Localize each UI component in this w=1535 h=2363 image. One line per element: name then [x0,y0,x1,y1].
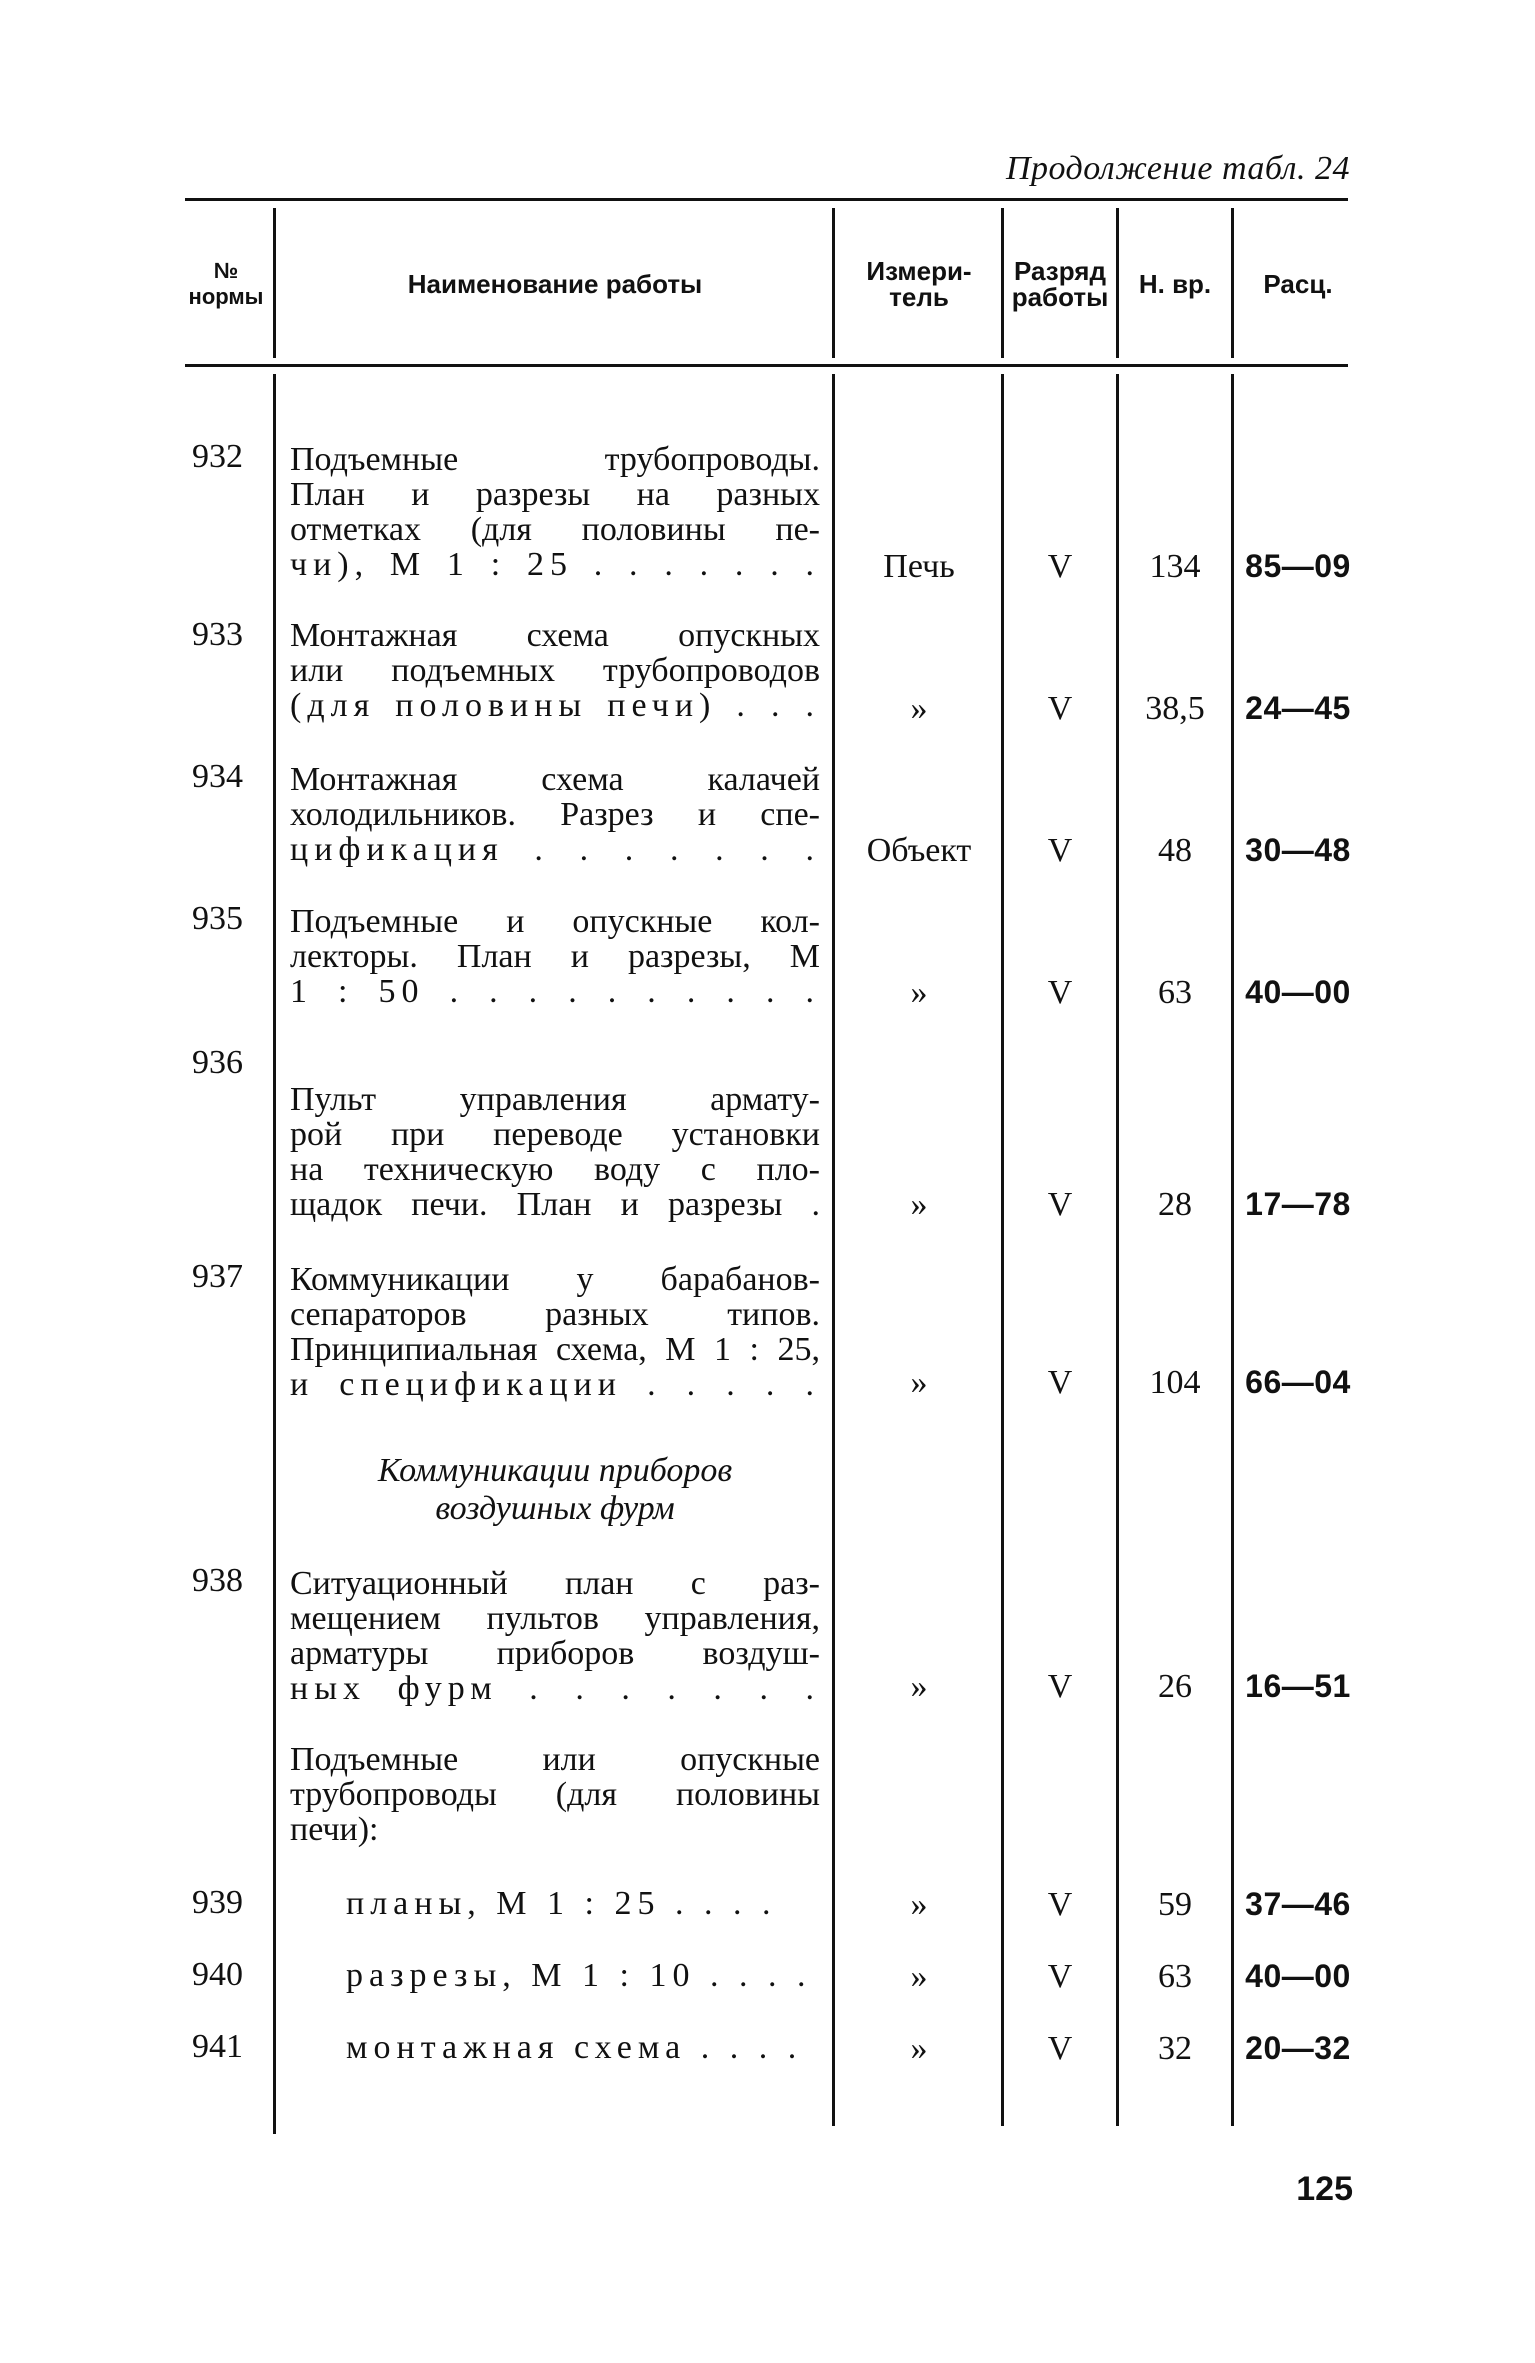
row-unit: Объект [866,832,972,869]
row-rate: 66—04 [1245,1364,1351,1400]
row-number: 932 [192,438,243,475]
section-title [290,1452,820,1528]
row-grade: V [1047,690,1073,727]
description-line: арматуры приборов воздуш- [290,1635,820,1672]
row-description [290,1262,820,1402]
group-description [290,1742,820,1847]
row-time-norm: 28 [1158,1186,1192,1223]
row-unit: » [910,1668,928,1705]
row-description [290,618,820,723]
row-time-norm: 59 [1158,1886,1192,1923]
row-number: 940 [192,1956,243,1993]
row-description [290,442,820,582]
description-line: или подъемных трубопроводов [290,652,820,689]
body-separator-1 [273,374,276,2134]
row-time-norm: 63 [1158,1958,1192,1995]
row-unit: » [910,690,928,727]
row-grade: V [1047,1958,1073,1995]
body-separator-5 [1231,374,1234,2126]
table-continuation-caption: Продолжение табл. 24 [1005,150,1350,187]
description-line: Подъемные трубопроводы. [290,441,820,478]
description-line: на техническую воду с пло- [290,1151,820,1188]
row-time-norm: 134 [1149,548,1201,585]
description-line: Коммуникации у барабанов- [290,1261,820,1298]
description-line: цификация . . . . . . . [290,831,820,868]
body-separator-3 [1001,374,1004,2126]
header-separator-1 [273,208,276,358]
description-line: чи), М 1 : 25 . . . . . . . [290,546,820,583]
row-rate: 40—00 [1245,974,1351,1010]
row-rate: 40—00 [1245,1958,1351,1994]
row-description [290,904,820,1009]
table-top-rule [185,198,1348,201]
description-line: Пульт управления армату- [290,1081,820,1118]
row-description [290,1566,820,1706]
row-number: 934 [192,758,243,795]
header-norm-number: № нормы [188,258,264,309]
description-line: разрезы, М 1 : 10 . . . . [346,1957,812,1994]
row-grade: V [1047,1886,1073,1923]
page-number: 125 [1296,2170,1353,2208]
row-grade: V [1047,2030,1073,2067]
row-rate: 85—09 [1245,548,1351,584]
description-line: План и разрезы на разных [290,476,820,513]
row-grade: V [1047,548,1073,585]
row-rate: 17—78 [1245,1186,1351,1222]
header-unit: Измери- тель [866,256,972,312]
row-grade: V [1047,974,1073,1011]
row-rate: 20—32 [1245,2030,1351,2066]
row-number: 938 [192,1562,243,1599]
header-grade: Разряд работы [1011,256,1109,312]
section-title-line: воздушных фурм [435,1490,675,1527]
row-rate: 24—45 [1245,690,1351,726]
description-line: печи): [290,1811,379,1848]
description-line: холодильников. Разрез и спе- [290,796,820,833]
description-line: (для половины печи) . . . [290,687,820,724]
description-line: Монтажная схема опускных [290,617,820,654]
header-rate: Расц. [1263,269,1333,299]
description-line: Ситуационный план с раз- [290,1565,820,1602]
row-grade: V [1047,1186,1073,1223]
row-number: 939 [192,1884,243,1921]
row-number: 941 [192,2028,243,2065]
description-line: Принципиальная схема, М 1 : 25, [290,1331,820,1368]
description-line: сепараторов разных типов. [290,1296,820,1333]
row-number: 936 [192,1044,243,1081]
row-unit: » [910,2030,928,2067]
row-time-norm: 48 [1158,832,1192,869]
description-line: Монтажная схема калачей [290,761,820,798]
description-line: Подъемные и опускные кол- [290,903,820,940]
row-time-norm: 63 [1158,974,1192,1011]
row-unit: » [910,974,928,1011]
row-unit: Печь [883,548,955,585]
row-unit: » [910,1886,928,1923]
description-line: отметках (для половины пе- [290,511,820,548]
row-rate: 16—51 [1245,1668,1351,1704]
row-number: 935 [192,900,243,937]
description-line: и спецификации . . . . . [290,1366,820,1403]
body-separator-4 [1116,374,1119,2126]
description-line: рой при переводе установки [290,1116,820,1153]
row-grade: V [1047,1668,1073,1705]
header-separator-2 [832,208,835,358]
row-description [290,762,820,867]
description-line: планы, М 1 : 25 . . . . [346,1885,777,1922]
row-description [290,1886,820,1921]
row-unit: » [910,1364,928,1401]
description-line: Подъемные или опускные [290,1741,820,1778]
header-separator-4 [1116,208,1119,358]
row-description [290,1082,820,1222]
header-work-name: Наименование работы [407,269,703,299]
row-rate: 30—48 [1245,832,1351,868]
row-number: 933 [192,616,243,653]
row-unit: » [910,1958,928,1995]
row-number: 937 [192,1258,243,1295]
row-description [290,2030,820,2065]
description-line: монтажная схема . . . . [346,2029,803,2066]
row-time-norm: 32 [1158,2030,1192,2067]
row-grade: V [1047,832,1073,869]
description-line: ных фурм . . . . . . . [290,1670,820,1707]
description-line: щадок печи. План и разрезы . [290,1186,820,1223]
description-line: лекторы. План и разрезы, М [290,938,820,975]
description-line: трубопроводы (для половины [290,1776,820,1813]
header-time-norm: Н. вр. [1138,269,1212,299]
header-separator-5 [1231,208,1234,358]
description-line: мещением пультов управления, [290,1600,820,1637]
row-unit: » [910,1186,928,1223]
row-time-norm: 26 [1158,1668,1192,1705]
row-description [290,1958,820,1993]
header-bottom-rule [185,364,1348,367]
section-title-line: Коммуникации приборов [377,1452,733,1489]
row-rate: 37—46 [1245,1886,1351,1922]
row-time-norm: 104 [1149,1364,1201,1401]
row-grade: V [1047,1364,1073,1401]
description-line: 1 : 50 . . . . . . . . . . [290,973,820,1010]
body-separator-2 [832,374,835,2126]
row-time-norm: 38,5 [1145,690,1205,727]
